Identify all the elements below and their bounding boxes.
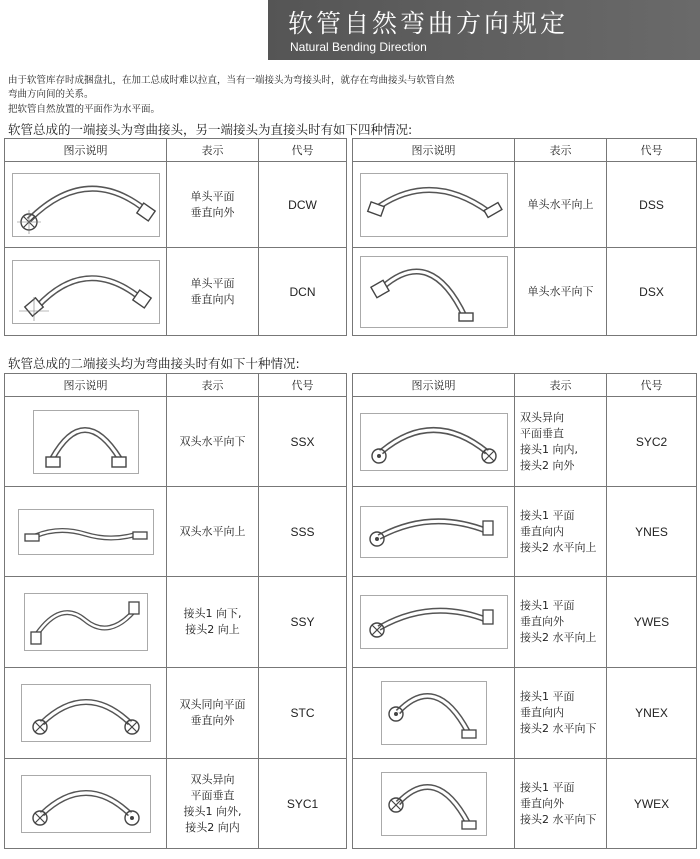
table-row [5, 577, 347, 668]
col-header-code: 代号 [259, 374, 347, 397]
code-ynes: YNES [607, 487, 697, 577]
intro-line-2: 弯曲方向间的关系。 [8, 89, 94, 100]
hose-diagram-ywes [360, 595, 508, 649]
meaning-dcn: 单头平面 垂直向内 [167, 248, 259, 336]
col-header-meaning: 表示 [167, 139, 259, 162]
code-ssx: SSX [259, 397, 347, 487]
hose-diagram-syc2 [360, 413, 508, 471]
intro-line-1: 由于软管库存时成捆盘扎，在加工总成时难以拉直，当有一端接头为弯接头时，就存在弯曲接头与软管自然 [8, 75, 455, 86]
table-row [5, 162, 347, 248]
page-subtitle: Natural Bending Direction [290, 40, 427, 54]
table-row [353, 759, 697, 849]
code-dcn: DCN [259, 248, 347, 336]
code-dss: DSS [607, 162, 697, 248]
hose-diagram-sss [18, 509, 154, 555]
col-header-meaning: 表示 [167, 374, 259, 397]
meaning-syc1: 双头异向 平面垂直 接头1 向外, 接头2 向内 [167, 759, 259, 849]
hose-diagram-ssx [33, 410, 139, 474]
hose-diagram-syc1 [21, 775, 151, 833]
section1-table-left [4, 138, 347, 336]
meaning-syc2: 双头异向 平面垂直 接头1 向内, 接头2 向外 [515, 397, 607, 487]
hose-diagram-ynes [360, 506, 508, 558]
meaning-ynes: 接头1 平面 垂直向内 接头2 水平向上 [515, 487, 607, 577]
table-row [353, 487, 697, 577]
code-stc: STC [259, 668, 347, 759]
code-ywex: YWEX [607, 759, 697, 849]
section2-table-right [352, 373, 697, 849]
table-row [353, 162, 697, 248]
table-row [5, 248, 347, 336]
col-header-code: 代号 [607, 374, 697, 397]
meaning-dsx: 单头水平向下 [515, 248, 607, 336]
meaning-dcw: 单头平面 垂直向外 [167, 162, 259, 248]
table-row [5, 487, 347, 577]
table-row [353, 397, 697, 487]
table-row [5, 668, 347, 759]
section1-title: 软管总成的一端接头为弯曲接头，另一端接头为直接头时有如下四种情况: [8, 122, 413, 137]
meaning-ywes: 接头1 平面 垂直向外 接头2 水平向上 [515, 577, 607, 668]
code-syc2: SYC2 [607, 397, 697, 487]
code-dcw: DCW [259, 162, 347, 248]
meaning-ssy: 接头1 向下, 接头2 向上 [167, 577, 259, 668]
section2-title: 软管总成的二端接头均为弯曲接头时有如下十种情况: [8, 356, 300, 371]
col-header-figure: 图示说明 [5, 139, 167, 162]
meaning-sss: 双头水平向上 [167, 487, 259, 577]
col-header-figure: 图示说明 [5, 374, 167, 397]
code-syc1: SYC1 [259, 759, 347, 849]
hose-diagram-ynex [381, 681, 487, 745]
meaning-ywex: 接头1 平面 垂直向外 接头2 水平向下 [515, 759, 607, 849]
code-dsx: DSX [607, 248, 697, 336]
col-header-code: 代号 [607, 139, 697, 162]
hose-diagram-dcw [12, 173, 160, 237]
code-sss: SSS [259, 487, 347, 577]
table-row [5, 397, 347, 487]
hose-diagram-ssy [24, 593, 148, 651]
hose-diagram-dcn [12, 260, 160, 324]
table-row [353, 668, 697, 759]
hose-diagram-ywex [381, 772, 487, 836]
section1-table-right [352, 138, 697, 336]
hose-diagram-dss [360, 173, 508, 237]
table-row [353, 577, 697, 668]
meaning-ssx: 双头水平向下 [167, 397, 259, 487]
meaning-dss: 单头水平向上 [515, 162, 607, 248]
meaning-ynex: 接头1 平面 垂直向内 接头2 水平向下 [515, 668, 607, 759]
col-header-code: 代号 [259, 139, 347, 162]
hose-diagram-dsx [360, 256, 508, 328]
section2-table-left [4, 373, 347, 849]
table-row [353, 248, 697, 336]
code-ynex: YNEX [607, 668, 697, 759]
page-title: 软管自然弯曲方向规定 [288, 9, 569, 38]
col-header-figure: 图示说明 [353, 374, 515, 397]
hose-diagram-stc [21, 684, 151, 742]
col-header-meaning: 表示 [515, 374, 607, 397]
code-ssy: SSY [259, 577, 347, 668]
col-header-meaning: 表示 [515, 139, 607, 162]
code-ywes: YWES [607, 577, 697, 668]
table-row [5, 759, 347, 849]
col-header-figure: 图示说明 [353, 139, 515, 162]
meaning-stc: 双头同向平面 垂直向外 [167, 668, 259, 759]
intro-line-3: 把软管自然放置的平面作为水平面。 [8, 104, 161, 115]
